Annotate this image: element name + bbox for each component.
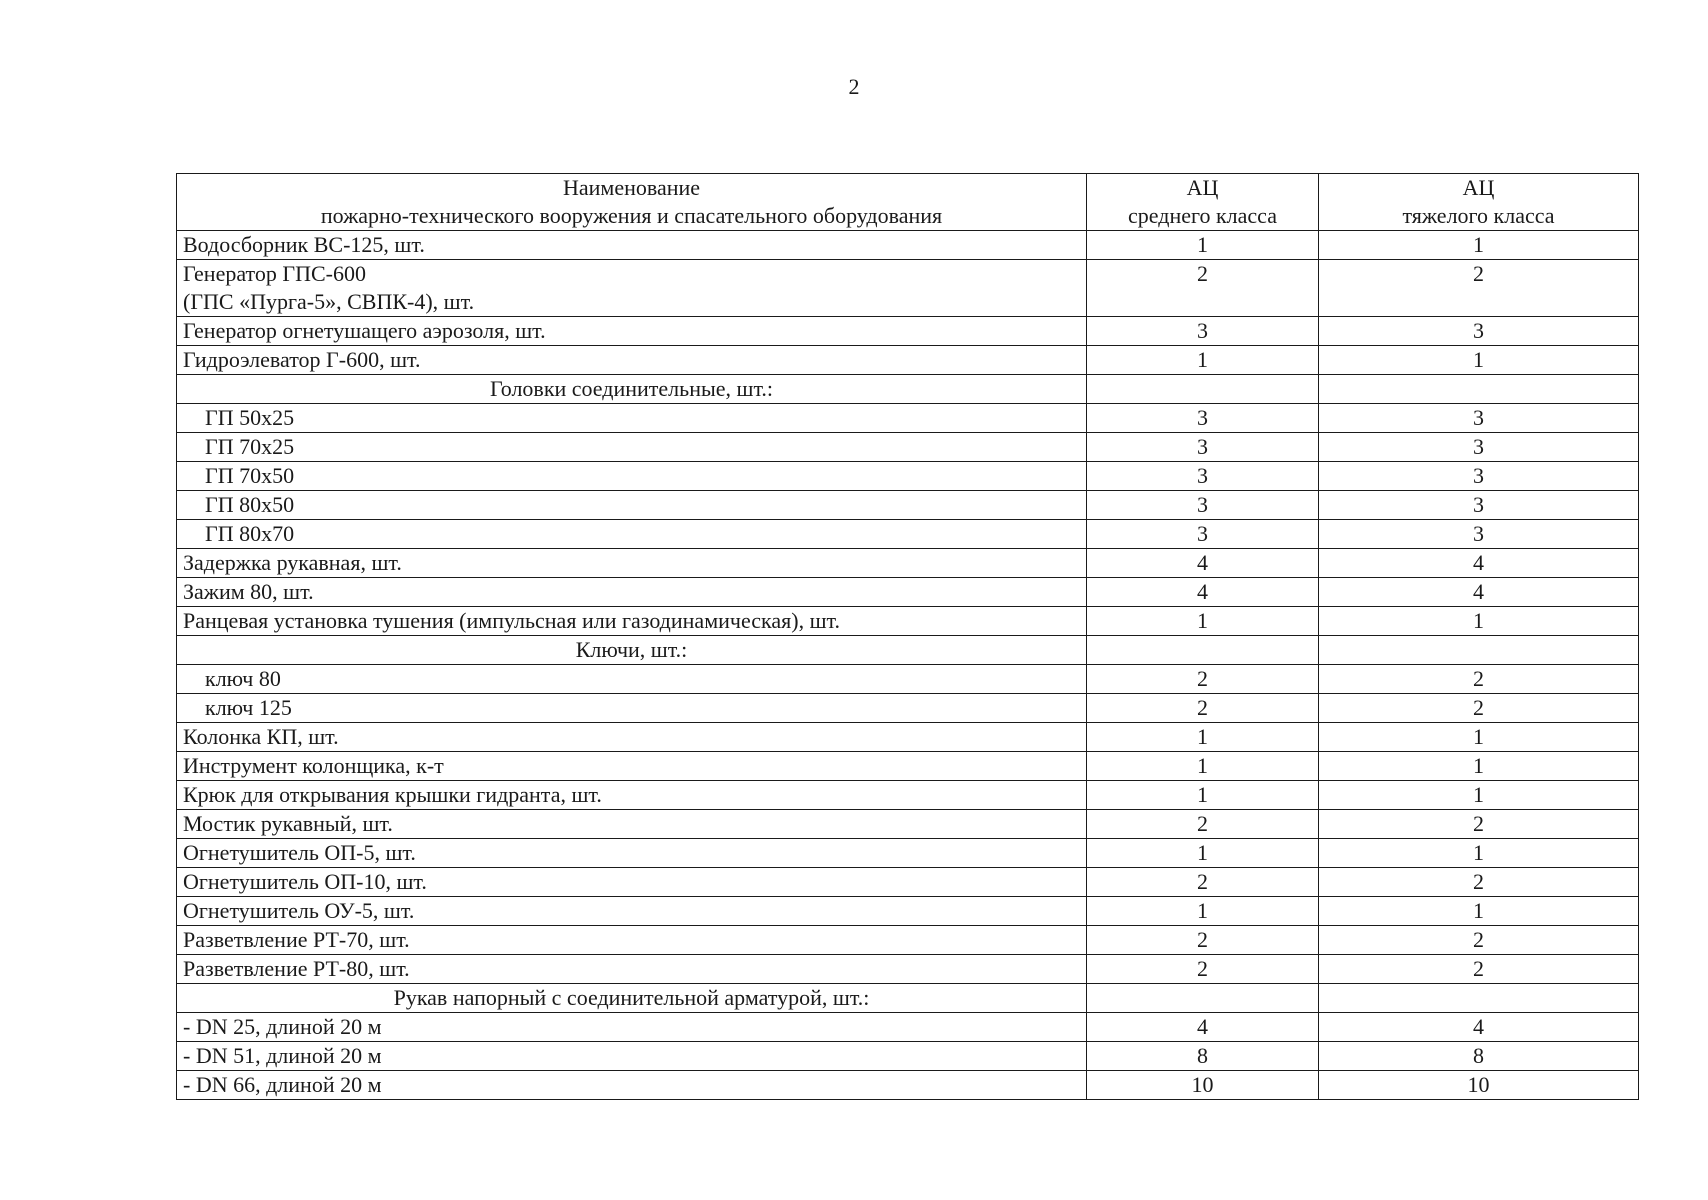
row-heavy-qty: 10 [1319, 1071, 1639, 1100]
row-mid-qty: 2 [1087, 665, 1319, 694]
row-heavy-qty: 1 [1319, 752, 1639, 781]
page-number: 2 [848, 74, 860, 99]
row-name: Огнетушитель ОП-10, шт. [177, 868, 1087, 897]
row-heavy-qty: 2 [1319, 926, 1639, 955]
table-row [177, 1042, 1639, 1071]
row-name: ГП 70х25 [177, 433, 1087, 462]
row-name: Разветвление РТ-80, шт. [177, 955, 1087, 984]
table-row [177, 1071, 1639, 1100]
header-name-line1: Наименование [562, 175, 701, 200]
row-heavy-qty: 1 [1319, 607, 1639, 636]
row-mid-qty: 4 [1087, 549, 1319, 578]
row-name: ключ 125 [177, 694, 1087, 723]
row-heavy-qty: 1 [1319, 723, 1639, 752]
row-heavy-qty: 3 [1319, 433, 1639, 462]
row-name: Генератор огнетушащего аэрозоля, шт. [177, 317, 1087, 346]
table-row [177, 433, 1639, 462]
row-mid-qty [1087, 375, 1319, 404]
row-name: Гидроэлеватор Г-600, шт. [177, 346, 1087, 375]
row-name: Инструмент колонщика, к-т [177, 752, 1087, 781]
table-row [177, 723, 1639, 752]
table-row [177, 955, 1639, 984]
header-heavy-line2: тяжелого класса [1402, 203, 1555, 228]
table-row [177, 694, 1639, 723]
row-name: Мостик рукавный, шт. [177, 810, 1087, 839]
row-heavy-qty: 3 [1319, 462, 1639, 491]
table-group-row [177, 984, 1639, 1013]
row-heavy-qty: 4 [1319, 578, 1639, 607]
table-row [177, 520, 1639, 549]
row-name-line1: Генератор ГПС-600 [183, 261, 366, 286]
row-mid-qty: 3 [1087, 491, 1319, 520]
row-mid-qty: 2 [1087, 868, 1319, 897]
row-heavy-qty: 4 [1319, 1013, 1639, 1042]
row-mid-qty: 1 [1087, 231, 1319, 260]
row-mid-qty: 1 [1087, 752, 1319, 781]
table-header-row [177, 174, 1639, 231]
row-name: Огнетушитель ОУ-5, шт. [177, 897, 1087, 926]
row-heavy-qty: 2 [1319, 694, 1639, 723]
row-heavy-qty: 2 [1319, 260, 1639, 317]
row-heavy-qty: 4 [1319, 549, 1639, 578]
row-name: - DN 51, длиной 20 м [177, 1042, 1087, 1071]
table-row [177, 752, 1639, 781]
row-name: ГП 50х25 [177, 404, 1087, 433]
table-row [177, 607, 1639, 636]
table-row [177, 897, 1639, 926]
header-mid-line2: среднего класса [1128, 203, 1277, 228]
row-heavy-qty [1319, 636, 1639, 665]
table-row [177, 781, 1639, 810]
table-row [177, 926, 1639, 955]
row-mid-qty: 1 [1087, 839, 1319, 868]
group-heading: Головки соединительные, шт.: [177, 375, 1087, 404]
row-mid-qty: 1 [1087, 346, 1319, 375]
row-heavy-qty: 2 [1319, 868, 1639, 897]
header-mid-class [1087, 174, 1319, 231]
row-mid-qty: 3 [1087, 520, 1319, 549]
row-name: ГП 80х70 [177, 520, 1087, 549]
table-row [177, 260, 1639, 317]
row-heavy-qty: 1 [1319, 897, 1639, 926]
group-heading: Ключи, шт.: [177, 636, 1087, 665]
table-row [177, 231, 1639, 260]
row-heavy-qty: 3 [1319, 491, 1639, 520]
row-mid-qty: 2 [1087, 810, 1319, 839]
row-name: Огнетушитель ОП-5, шт. [177, 839, 1087, 868]
row-heavy-qty: 2 [1319, 665, 1639, 694]
row-name: ключ 80 [177, 665, 1087, 694]
row-mid-qty: 8 [1087, 1042, 1319, 1071]
table-row [177, 549, 1639, 578]
row-heavy-qty: 1 [1319, 839, 1639, 868]
table-group-row [177, 375, 1639, 404]
row-mid-qty [1087, 984, 1319, 1013]
row-mid-qty: 1 [1087, 897, 1319, 926]
row-heavy-qty: 2 [1319, 955, 1639, 984]
row-heavy-qty [1319, 375, 1639, 404]
row-heavy-qty: 8 [1319, 1042, 1639, 1071]
row-name: Водосборник ВС-125, шт. [177, 231, 1087, 260]
row-mid-qty [1087, 636, 1319, 665]
row-name: ГП 80х50 [177, 491, 1087, 520]
table-row [177, 462, 1639, 491]
row-heavy-qty: 3 [1319, 317, 1639, 346]
group-heading: Рукав напорный с соединительной арматурой, шт.: [177, 984, 1087, 1013]
equipment-table [176, 173, 1639, 1100]
row-name: ГП 70х50 [177, 462, 1087, 491]
row-name: Зажим 80, шт. [177, 578, 1087, 607]
row-name: Разветвление РТ-70, шт. [177, 926, 1087, 955]
row-name: - DN 66, длиной 20 м [177, 1071, 1087, 1100]
row-heavy-qty: 1 [1319, 781, 1639, 810]
row-mid-qty: 10 [1087, 1071, 1319, 1100]
table-row [177, 868, 1639, 897]
row-heavy-qty: 1 [1319, 346, 1639, 375]
row-mid-qty: 2 [1087, 260, 1319, 317]
row-mid-qty: 3 [1087, 462, 1319, 491]
table-row [177, 346, 1639, 375]
row-mid-qty: 3 [1087, 404, 1319, 433]
row-heavy-qty [1319, 984, 1639, 1013]
table-row [177, 1013, 1639, 1042]
row-heavy-qty: 1 [1319, 231, 1639, 260]
row-mid-qty: 1 [1087, 723, 1319, 752]
table-group-row [177, 636, 1639, 665]
row-name: Задержка рукавная, шт. [177, 549, 1087, 578]
row-mid-qty: 2 [1087, 926, 1319, 955]
table-row [177, 404, 1639, 433]
row-heavy-qty: 3 [1319, 520, 1639, 549]
row-mid-qty: 3 [1087, 317, 1319, 346]
row-heavy-qty: 2 [1319, 810, 1639, 839]
row-mid-qty: 2 [1087, 694, 1319, 723]
table-row [177, 578, 1639, 607]
row-mid-qty: 1 [1087, 607, 1319, 636]
header-heavy-line1: АЦ [1462, 175, 1495, 200]
row-mid-qty: 2 [1087, 955, 1319, 984]
table-row [177, 810, 1639, 839]
row-name-line2: (ГПС «Пурга-5», СВПК-4), шт. [183, 289, 475, 314]
row-name: - DN 25, длиной 20 м [177, 1013, 1087, 1042]
table-row [177, 491, 1639, 520]
row-name: Колонка КП, шт. [177, 723, 1087, 752]
header-name-line2: пожарно-технического вооружения и спасательного оборудования [320, 203, 943, 228]
row-mid-qty: 1 [1087, 781, 1319, 810]
row-mid-qty: 4 [1087, 578, 1319, 607]
row-name [177, 260, 1087, 317]
table-row [177, 317, 1639, 346]
row-heavy-qty: 3 [1319, 404, 1639, 433]
table-row [177, 839, 1639, 868]
row-name: Ранцевая установка тушения (импульсная или газодинамическая), шт. [177, 607, 1087, 636]
header-mid-line1: АЦ [1186, 175, 1219, 200]
table-row [177, 665, 1639, 694]
row-mid-qty: 3 [1087, 433, 1319, 462]
header-heavy-class [1319, 174, 1639, 231]
row-name: Крюк для открывания крышки гидранта, шт. [177, 781, 1087, 810]
header-equipment-name [177, 174, 1087, 231]
row-mid-qty: 4 [1087, 1013, 1319, 1042]
